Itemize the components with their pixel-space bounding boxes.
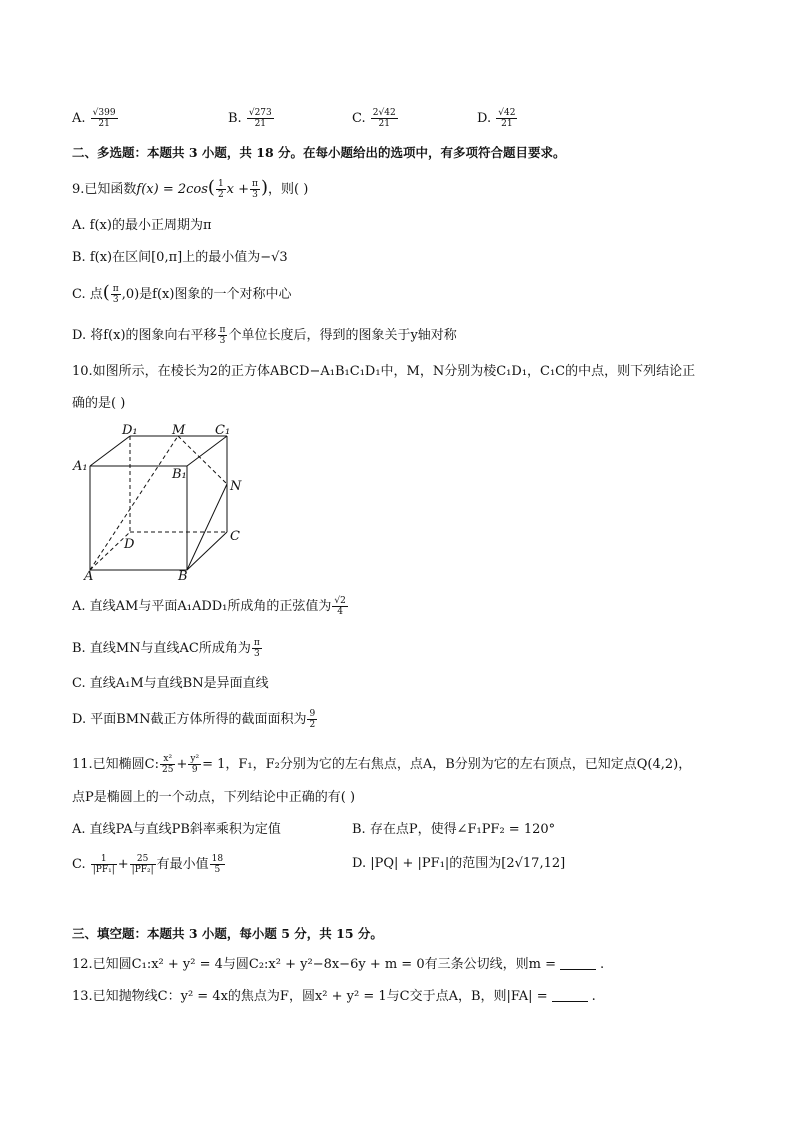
cube-figure — [72, 420, 252, 580]
answer-blank[interactable] — [552, 989, 588, 1002]
denominator: 4 — [337, 607, 343, 617]
q11-pre: 11.已知椭圆C: — [72, 757, 160, 772]
denominator: 21 — [254, 119, 267, 129]
paren-close: ) — [260, 177, 268, 198]
q9-option-a: A. f(x)的最小正周期为π — [72, 218, 212, 233]
numerator: π — [252, 179, 258, 189]
label-b: B — [178, 569, 188, 580]
fraction — [247, 108, 274, 129]
q9-option-c — [72, 283, 291, 305]
option-c-post: ,0)是f(x)图象的一个对称中心 — [121, 287, 292, 302]
q9-option-b: B. f(x)在区间[0,π]上的最小值为−√3 — [72, 250, 288, 265]
q12-text: 12.已知圆C₁:x² + y² = 4与圆C₂:x² + y²−8x−6y + m = 0有三条公切线，则m = — [72, 957, 556, 972]
numerator: 25 — [130, 854, 156, 865]
q11-stem-line2: 点P是椭圆上的一个动点，下列结论中正确的有( ) — [72, 790, 356, 805]
section-2-heading: 二、多选题：本题共 3 小题，共 18 分。在每小题给出的选项中，有多项符合题目要求。 — [72, 145, 566, 160]
fraction — [218, 325, 228, 346]
segment-bn — [187, 484, 227, 570]
q11-option-c — [72, 854, 226, 875]
option-d-post: 个单位长度后，得到的图象关于y轴对称 — [228, 328, 457, 343]
q10-option-a — [72, 596, 349, 617]
q11-option-b: B. 存在点P，使得∠F₁PF₂ = 120° — [352, 822, 556, 837]
numerator: 9 — [309, 709, 316, 719]
denominator: |PF₂| — [131, 865, 154, 875]
option-d-pre: D. 将f(x)的图象向右平移 — [72, 328, 217, 343]
numerator: √273 — [248, 108, 272, 118]
q8-option-a — [72, 108, 119, 129]
denominator: 3 — [253, 649, 260, 659]
plus-sign: + — [117, 857, 129, 872]
q9-stem — [72, 178, 308, 200]
q12-end: . — [599, 957, 605, 972]
option-label: B. — [228, 111, 242, 126]
q13-end: . — [591, 989, 596, 1004]
denominator: 5 — [214, 865, 221, 875]
label-b1: B₁ — [172, 467, 187, 482]
option-d-pre: D. 平面BMN截正方体所得的截面面积为 — [72, 712, 307, 727]
option-b-pre: B. 直线MN与直线AC所成角为 — [72, 641, 251, 656]
denominator: 3 — [112, 295, 119, 305]
q10-option-d — [72, 709, 318, 730]
label-a1: A₁ — [73, 459, 88, 474]
label-d1: D₁ — [122, 423, 138, 438]
label-a: A — [84, 569, 94, 580]
denominator: 2 — [217, 190, 224, 200]
label-c1: C₁ — [215, 423, 231, 438]
numerator: y² — [190, 754, 200, 764]
denominator: 3 — [219, 336, 226, 346]
numerator: √2 — [334, 596, 346, 606]
q10-option-c: C. 直线A₁M与直线BN是异面直线 — [72, 676, 269, 691]
q10-stem-line1: 10.如图所示，在棱长为2的正方体ABCD−A₁B₁C₁D₁中，M，N分别为棱C₁D₁，C₁C的中点，则下列结论正 — [72, 364, 696, 379]
fraction — [332, 596, 347, 617]
fraction — [216, 179, 226, 200]
numerator: √42 — [498, 108, 516, 118]
paren-open: ( — [102, 282, 110, 303]
label-d: D — [124, 537, 135, 552]
q8-option-d — [477, 108, 518, 129]
numerator: √399 — [92, 108, 116, 118]
label-n: N — [230, 479, 242, 494]
q10-option-b — [72, 638, 263, 659]
paren-open: ( — [207, 177, 215, 198]
denominator: 21 — [98, 119, 110, 129]
fraction — [307, 709, 317, 730]
section-3-heading: 三、填空题：本题共 3 小题，每小题 5 分，共 15 分。 — [72, 926, 383, 941]
q13-stem — [72, 987, 596, 1007]
option-label: C. — [72, 857, 86, 872]
fraction — [91, 854, 117, 875]
fraction — [188, 754, 201, 775]
denominator: 21 — [378, 119, 390, 129]
numerator: 18 — [211, 854, 224, 864]
option-c-mid: 有最小值 — [156, 857, 209, 872]
option-label: D. — [477, 111, 492, 126]
q9-option-d — [72, 325, 457, 346]
fraction — [130, 854, 156, 875]
denominator: |PF₁| — [92, 865, 115, 875]
x-term: x + — [226, 182, 250, 197]
numerator: π — [219, 325, 226, 335]
numerator: x² — [160, 754, 175, 765]
fraction — [91, 108, 118, 129]
q11-post: = 1，F₁，F₂分别为它的左右焦点，点A，B分别为它的左右顶点，已知定点Q(4,2)， — [202, 757, 692, 772]
q9-stem-post: ，则( ) — [267, 182, 309, 197]
denominator: 3 — [252, 190, 258, 200]
fraction — [160, 754, 175, 775]
answer-blank[interactable] — [560, 957, 596, 970]
numerator: π — [112, 284, 119, 294]
denominator: 2 — [309, 720, 316, 730]
q12-stem — [72, 955, 604, 975]
denominator: 25 — [162, 765, 174, 775]
option-label: A. — [72, 111, 86, 126]
q8-option-c — [352, 108, 399, 129]
q11-option-a: A. 直线PA与直线PB斜率乘积为定值 — [72, 822, 281, 837]
denominator: 21 — [501, 119, 513, 129]
fraction — [210, 854, 225, 875]
fraction — [496, 108, 517, 129]
q9-function: f(x) = 2cos — [136, 182, 208, 197]
fraction — [252, 638, 262, 659]
option-a-pre: A. 直线AM与平面A₁ADD₁所成角的正弦值为 — [72, 599, 332, 614]
label-c: C — [230, 529, 240, 544]
numerator: π — [253, 638, 260, 648]
q10-stem-line2: 确的是( ) — [72, 396, 126, 411]
numerator: 2√42 — [372, 108, 396, 118]
plus-sign: + — [176, 757, 188, 772]
q11-option-d: D. |PQ| + |PF₁|的范围为[2√17,12] — [352, 856, 566, 871]
numerator: 1 — [91, 854, 117, 865]
q9-stem-pre: 9.已知函数 — [72, 182, 137, 197]
fraction — [250, 179, 260, 200]
denominator: 9 — [191, 765, 198, 775]
q8-option-b — [228, 108, 275, 129]
label-m: M — [172, 423, 186, 438]
fraction — [111, 284, 121, 305]
option-label: C. — [352, 111, 366, 126]
numerator: 1 — [217, 179, 224, 189]
q11-stem-line1 — [72, 754, 691, 775]
q13-text: 13.已知抛物线C：y² = 4x的焦点为F，圆x² + y² = 1与C交于点A，B，则|FA| = — [72, 989, 548, 1004]
edge-bc — [187, 532, 227, 570]
edge-a1d1 — [90, 436, 130, 466]
option-c-pre: C. 点 — [72, 287, 103, 302]
fraction — [371, 108, 398, 129]
